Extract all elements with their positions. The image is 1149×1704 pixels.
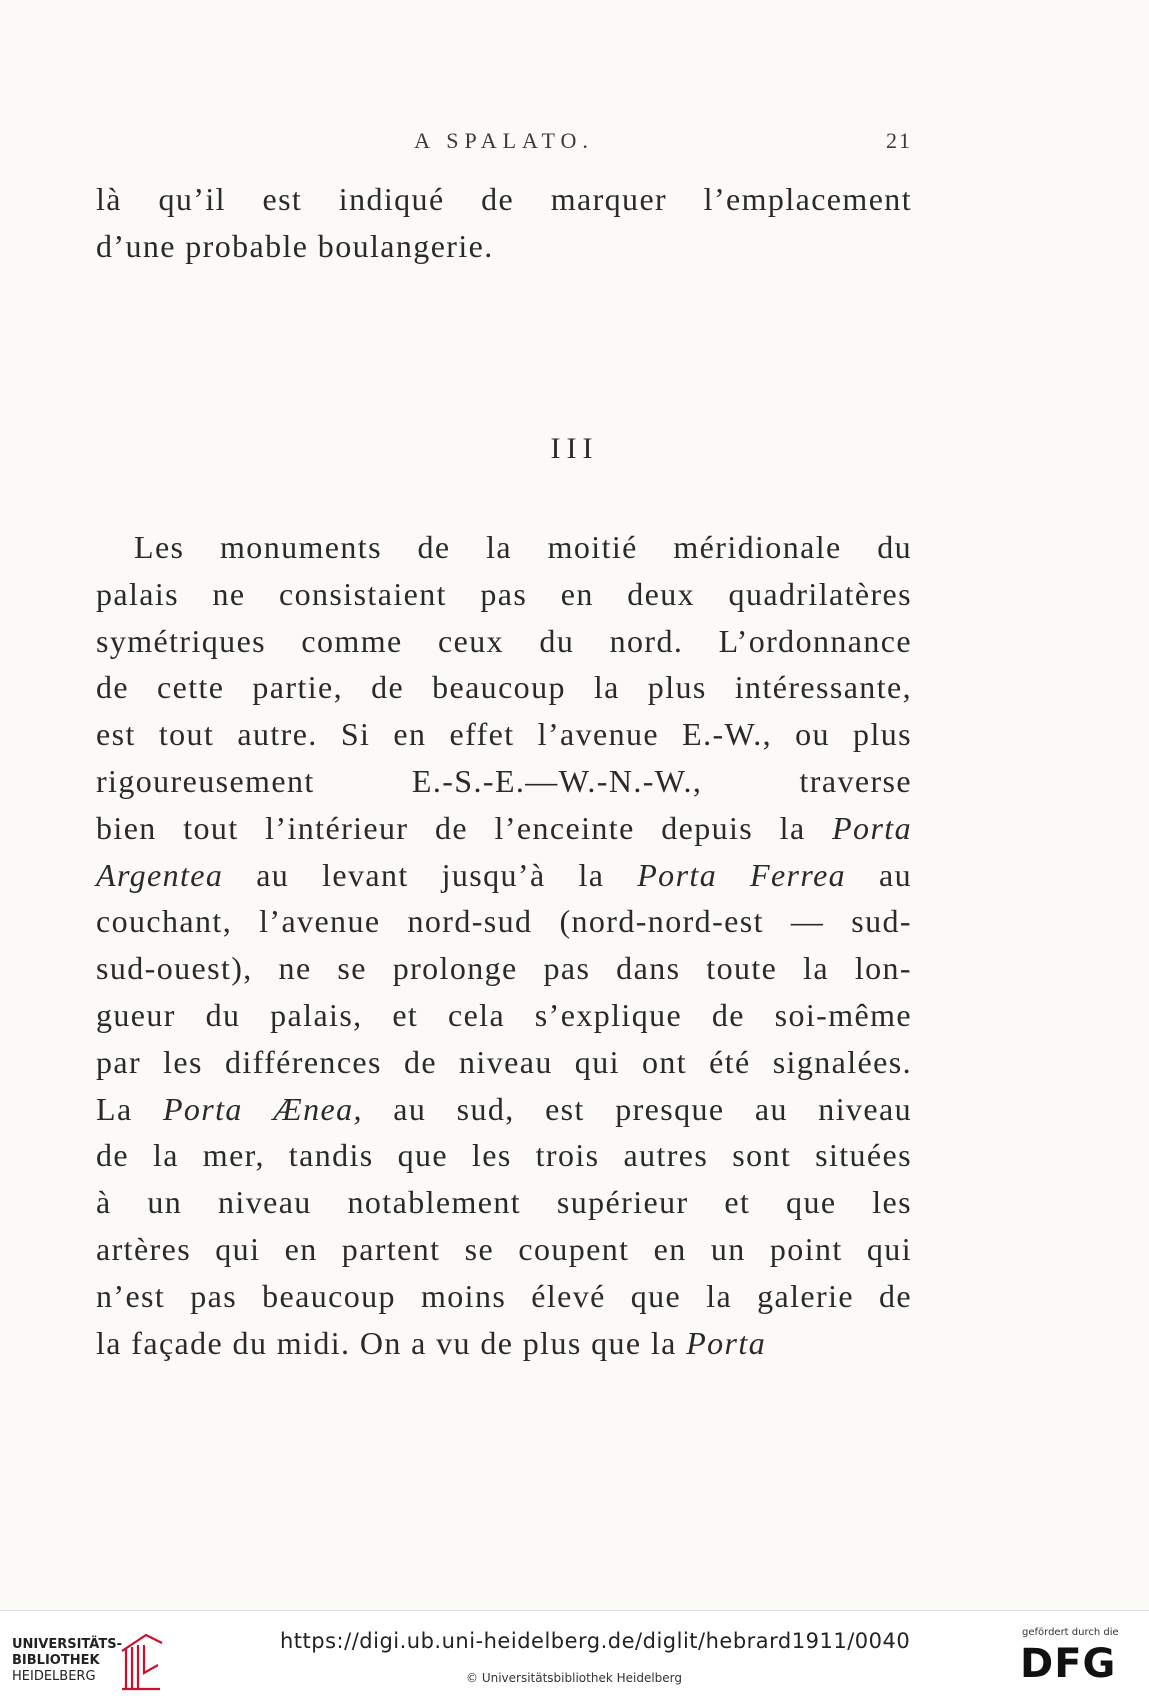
text-segment: artères qui en partent se coupent en un point qui	[96, 1230, 912, 1267]
text-line	[96, 945, 912, 992]
text-line	[96, 664, 912, 711]
text-line	[96, 758, 912, 805]
library-name-line: HEIDELBERG	[12, 1669, 96, 1684]
permalink-url[interactable]: https://digi.ub.uni-heidelberg.de/diglit/hebrard1911/0040	[280, 1629, 911, 1653]
text-line	[96, 618, 912, 665]
text-segment: couchant, l’avenue nord-sud (nord-nord-est — sud-	[96, 903, 912, 940]
text-segment: de la mer, tandis que les trois autres sont situées	[96, 1137, 912, 1174]
paragraph	[96, 524, 912, 1366]
text-line	[96, 711, 912, 758]
text-segment: à un niveau notablement supérieur et que les	[96, 1184, 912, 1221]
text-line	[96, 852, 912, 899]
running-head	[96, 128, 912, 168]
text-segment: au	[846, 856, 912, 893]
library-name-line: BIBLIOTHEK	[12, 1653, 100, 1668]
text-segment: sud-ouest), ne se prolonge pas dans toute la lon-	[96, 950, 912, 987]
italic-text: Porta	[832, 809, 912, 846]
library-logo-icon	[116, 1629, 164, 1693]
text-line: là qu’il est indiqué de marquer l’emplacement	[96, 181, 912, 217]
text-segment: n’est pas beaucoup moins élevé que la galerie de	[96, 1277, 912, 1314]
text-line	[96, 1226, 912, 1273]
text-line	[96, 571, 912, 618]
library-name-line: UNIVERSITÄTS-	[12, 1637, 122, 1652]
italic-text: Argentea	[96, 856, 224, 893]
text-line	[96, 992, 912, 1039]
text-segment: par les différences de niveau qui ont été signalées.	[96, 1043, 912, 1080]
continuation-text	[96, 176, 912, 270]
italic-text: Porta Ænea,	[162, 1090, 363, 1127]
text-line	[96, 1179, 912, 1226]
text-segment: au sud, est presque au niveau	[362, 1090, 912, 1127]
running-title: A SPALATO.	[414, 128, 594, 153]
text-segment: gueur du palais, et cela s’explique de soi-même	[96, 996, 912, 1033]
text-segment: la façade du midi. On a vu de plus que la	[96, 1324, 687, 1361]
funded-by-label: gefördert durch die	[1022, 1627, 1119, 1638]
text-segment: Les monuments de la moitié méridionale du	[134, 529, 912, 565]
text-line	[96, 805, 912, 852]
text-line: d’une probable boulangerie.	[96, 227, 494, 264]
text-segment: bien tout l’intérieur de l’enceinte depuis la	[96, 809, 833, 846]
library-name	[12, 1637, 122, 1685]
text-line	[96, 898, 912, 945]
text-segment: palais ne consistaient pas en deux quadrilatères	[96, 575, 912, 612]
page-number: 21	[886, 128, 912, 153]
text-line	[96, 1132, 912, 1179]
text-segment: de cette partie, de beaucoup la plus intéressante,	[96, 669, 912, 706]
text-segment: rigoureusement E.-S.-E.—W.-N.-W., traverse	[96, 762, 912, 799]
text-segment: au levant jusqu’à la	[223, 856, 638, 893]
italic-text: Porta	[686, 1324, 767, 1361]
text-segment: est tout autre. Si en effet l’avenue E.-W., ou plus	[96, 716, 912, 753]
italic-text: Porta Ferrea	[637, 856, 847, 893]
text-line	[96, 524, 912, 571]
text-line	[96, 1086, 912, 1133]
copyright-notice: © Universitätsbibliothek Heidelberg	[466, 1671, 683, 1685]
text-segment: symétriques comme ceux du nord. L’ordonnance	[96, 622, 912, 659]
text-line	[96, 1039, 912, 1086]
text-segment: La	[96, 1090, 163, 1127]
footer-bar	[0, 1610, 1149, 1704]
text-line	[96, 1273, 912, 1320]
section-number: III	[550, 432, 599, 465]
text-line	[96, 1320, 912, 1367]
dfg-logo: DFG	[1020, 1641, 1117, 1687]
